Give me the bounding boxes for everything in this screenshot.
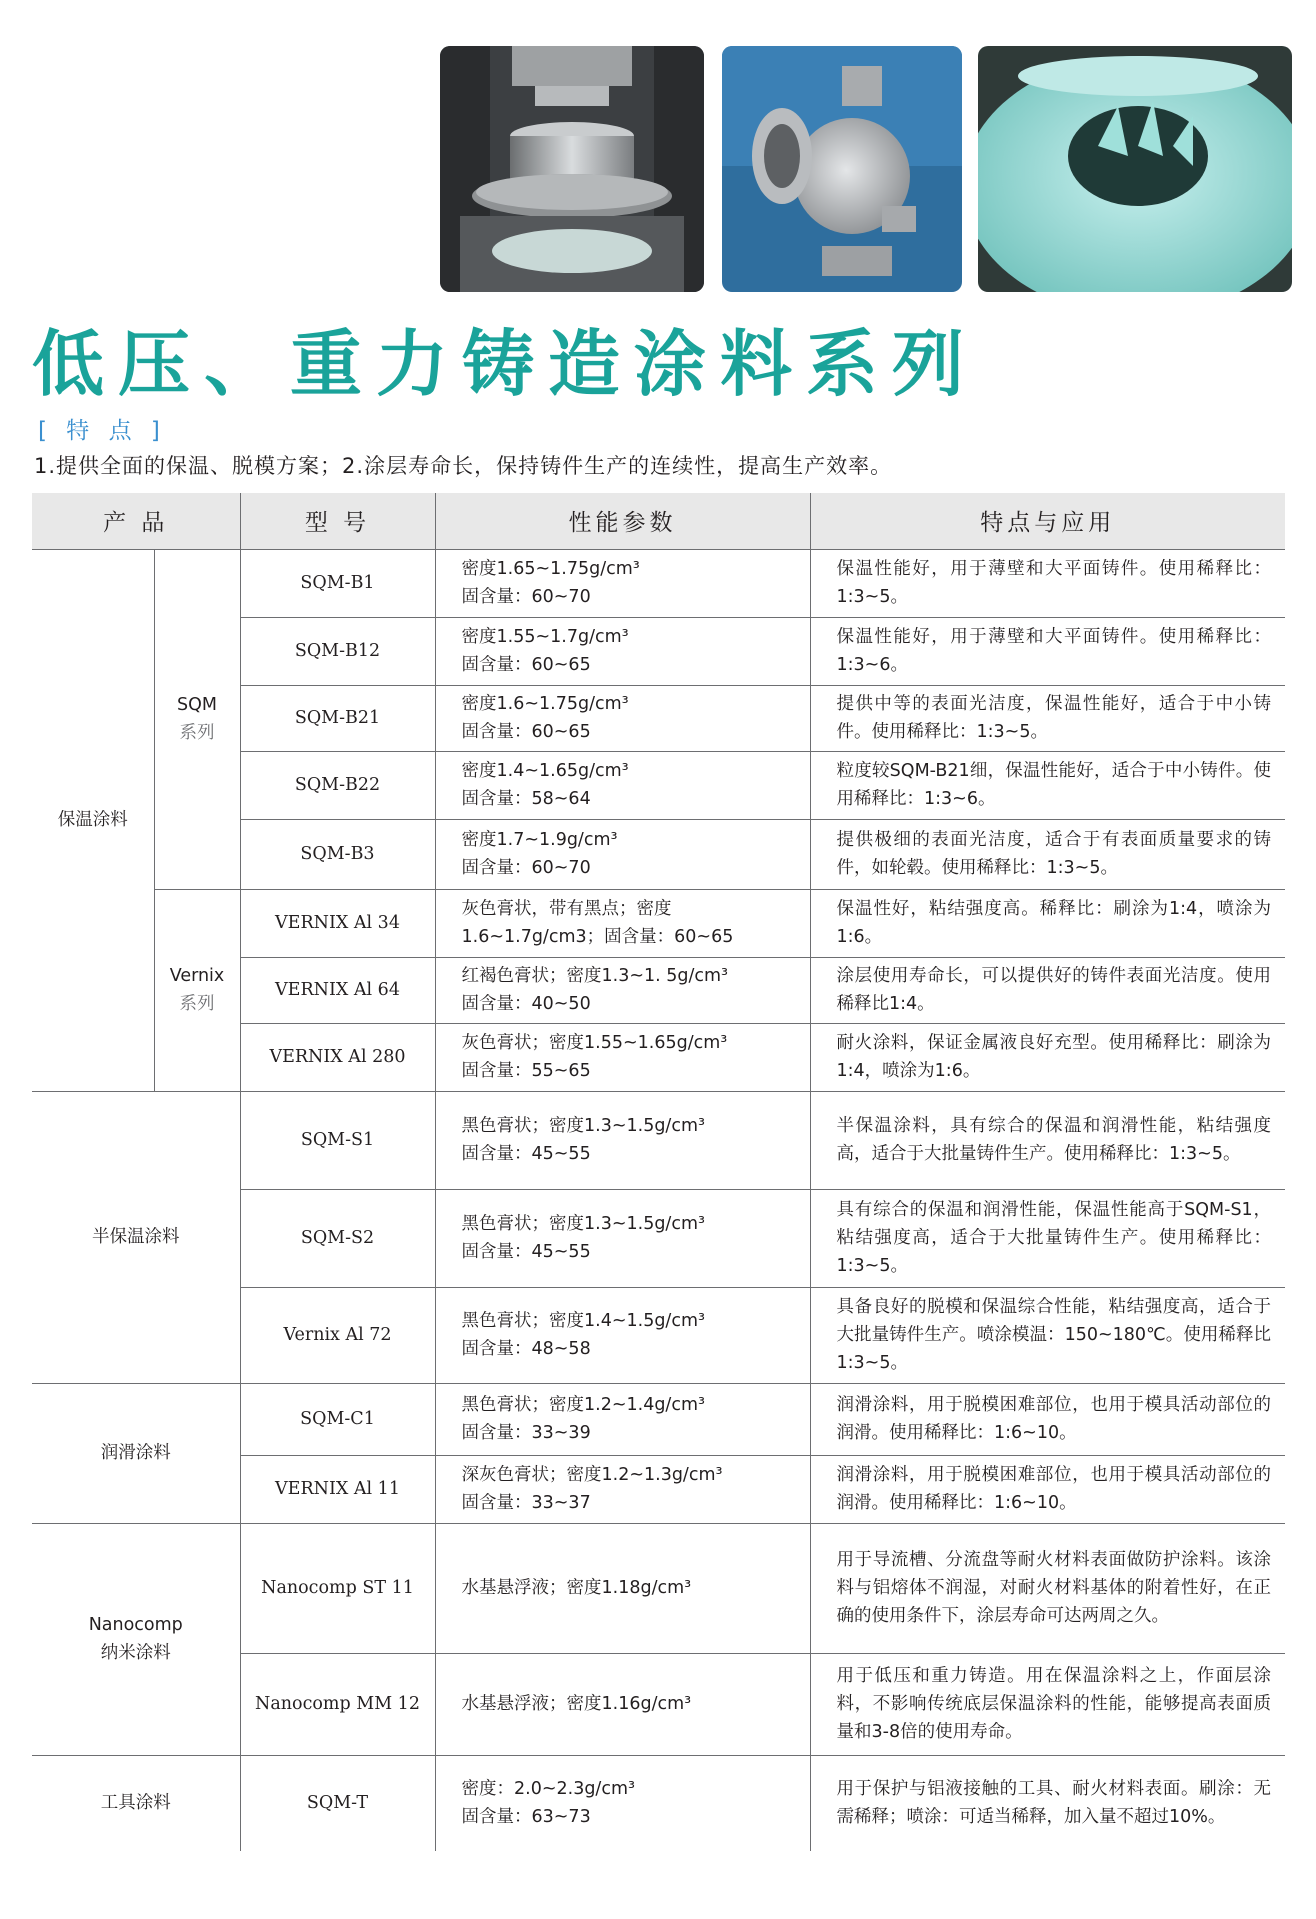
params-cell [435,1653,810,1755]
model-cell: VERNIX Al 64 [240,957,435,1023]
coating-spec-table [32,493,1285,1851]
param-solids: 1.6~1.7g/cm3；固含量：60~65 [461,927,734,947]
params-cell [435,1383,810,1455]
application-cell: 具备良好的脱模和保温综合性能，粘结强度高，适合于大批量铸件生产。喷涂模温：150~180℃。使用稀释比1:3~5。 [810,1287,1285,1383]
application-cell: 粒度较SQM-B21细，保温性能好，适合于中小铸件。使用稀释比：1:3~6。 [810,751,1285,819]
category-nano-label: 纳米涂料 [100,1643,171,1663]
model-cell: SQM-B21 [240,685,435,751]
features-text: 1.提供全面的保温、脱模方案；2.涂层寿命长，保持铸件生产的连续性，提高生产效率。 [34,454,893,478]
category-lubricant: 润滑涂料 [32,1383,240,1523]
param-solids: 固含量：55~65 [461,1061,591,1081]
param-solids: 固含量：40~50 [461,994,591,1014]
application-cell: 耐火涂料，保证金属液良好充型。使用稀释比：刷涂为1:4，喷涂为1:6。 [810,1023,1285,1091]
model-cell: VERNIX Al 280 [240,1023,435,1091]
subgroup-sqm-name: SQM [177,695,217,715]
param-density: 灰色膏状，带有黑点；密度 [461,899,672,919]
params-cell [435,617,810,685]
header-model: 型 号 [240,493,435,549]
model-cell: SQM-S1 [240,1091,435,1189]
table-row [32,549,1285,617]
model-cell: VERNIX Al 11 [240,1455,435,1523]
table-row [32,1383,1285,1455]
param-density: 水基悬浮液；密度1.16g/cm³ [461,1694,692,1714]
model-cell: Vernix Al 72 [240,1287,435,1383]
header-params: 性能参数 [435,493,810,549]
params-cell [435,685,810,751]
param-solids: 固含量：60~70 [461,587,591,607]
model-cell: Nanocomp ST 11 [240,1523,435,1653]
application-cell: 提供中等的表面光洁度，保温性能好，适合于中小铸件。使用稀释比：1:3~5。 [810,685,1285,751]
param-solids: 固含量：60~65 [461,722,591,742]
model-cell: SQM-B3 [240,819,435,889]
params-cell [435,751,810,819]
params-cell [435,1189,810,1287]
param-density: 深灰色膏状；密度1.2~1.3g/cm³ [461,1465,723,1485]
application-cell: 用于导流槽、分流盘等耐火材料表面做防护涂料。该涂料与铝熔体不润湿，对耐火材料基体的附着性好，在正确的使用条件下，涂层寿命可达两周之久。 [810,1523,1285,1653]
params-cell [435,1023,810,1091]
params-cell [435,819,810,889]
photo-valve-casting [722,46,962,292]
param-density: 红褐色膏状；密度1.3~1. 5g/cm³ [461,966,729,986]
application-cell: 润滑涂料，用于脱模困难部位，也用于模具活动部位的润滑。使用稀释比：1:6~10。 [810,1455,1285,1523]
category-nano [32,1523,240,1755]
application-cell: 涂层使用寿命长，可以提供好的铸件表面光洁度。使用稀释比1:4。 [810,957,1285,1023]
param-density: 黑色膏状；密度1.3~1.5g/cm³ [461,1214,706,1234]
params-cell [435,1091,810,1189]
param-density: 灰色膏状；密度1.55~1.65g/cm³ [461,1033,728,1053]
param-solids: 固含量：58~64 [461,789,591,809]
model-cell: SQM-B1 [240,549,435,617]
param-density: 密度：2.0~2.3g/cm³ [461,1779,636,1800]
model-cell: Nanocomp MM 12 [240,1653,435,1755]
param-solids: 固含量：60~65 [461,655,591,675]
param-density: 密度1.7~1.9g/cm³ [461,830,618,850]
subgroup-vernix-series: 系列 [179,994,215,1014]
application-cell: 保温性能好，用于薄壁和大平面铸件。使用稀释比：1:3~5。 [810,549,1285,617]
params-cell [435,1455,810,1523]
params-cell [435,549,810,617]
param-density: 黑色膏状；密度1.4~1.5g/cm³ [461,1311,706,1331]
param-solids: 固含量：48~58 [461,1339,591,1359]
category-nano-name: Nanocomp [88,1615,183,1635]
param-solids: 固含量：33~39 [461,1423,591,1443]
subgroup-sqm [154,549,240,889]
header-product: 产 品 [32,493,240,549]
table-row [32,1755,1285,1851]
header-application: 特点与应用 [810,493,1285,549]
application-cell: 用于低压和重力铸造。用在保温涂料之上，作面层涂料，不影响传统底层保温涂料的性能，能够提高表面质量和3-8倍的使用寿命。 [810,1653,1285,1755]
page-title: 低压、重力铸造涂料系列 [32,322,979,406]
category-semi-insulation: 半保温涂料 [32,1091,240,1383]
application-cell: 半保温涂料，具有综合的保温和润滑性能，粘结强度高，适合于大批量铸件生产。使用稀释比：1:3~5。 [810,1091,1285,1189]
param-density: 密度1.65~1.75g/cm³ [461,559,640,579]
table-row [32,1523,1285,1653]
photo-coated-mold [978,46,1292,292]
param-solids: 固含量：45~55 [461,1242,591,1262]
param-density: 黑色膏状；密度1.2~1.4g/cm³ [461,1395,706,1415]
application-cell: 提供极细的表面光洁度，适合于有表面质量要求的铸件，如轮毂。使用稀释比：1:3~5。 [810,819,1285,889]
table-row [32,889,1285,957]
model-cell: SQM-C1 [240,1383,435,1455]
application-cell: 润滑涂料，用于脱模困难部位，也用于模具活动部位的润滑。使用稀释比：1:6~10。 [810,1383,1285,1455]
params-cell [435,1287,810,1383]
table-row [32,1091,1285,1189]
subgroup-vernix [154,889,240,1091]
application-cell: 保温性好，粘结强度高。稀释比：刷涂为1:4，喷涂为1:6。 [810,889,1285,957]
param-solids: 固含量：60~70 [461,858,591,878]
application-cell: 用于保护与铝液接触的工具、耐火材料表面。刷涂：无需稀释；喷涂：可适当稀释，加入量不超过10%。 [810,1755,1285,1851]
table-header-row [32,493,1285,549]
param-density: 密度1.6~1.75g/cm³ [461,694,629,714]
param-density: 密度1.55~1.7g/cm³ [461,627,629,647]
application-cell: 具有综合的保温和润滑性能，保温性能高于SQM-S1，粘结强度高，适合于大批量铸件生产。使用稀释比：1:3~5。 [810,1189,1285,1287]
model-cell: SQM-S2 [240,1189,435,1287]
param-density: 黑色膏状；密度1.3~1.5g/cm³ [461,1116,706,1136]
model-cell: SQM-B22 [240,751,435,819]
param-density: 密度1.4~1.65g/cm³ [461,761,629,781]
photo-casting-machine [440,46,704,292]
features-heading: [ 特 点 ] [38,418,166,444]
subgroup-vernix-name: Vernix [169,966,225,986]
model-cell: SQM-B12 [240,617,435,685]
model-cell: VERNIX Al 34 [240,889,435,957]
param-density: 水基悬浮液；密度1.18g/cm³ [461,1578,692,1598]
application-cell: 保温性能好，用于薄壁和大平面铸件。使用稀释比：1:3~6。 [810,617,1285,685]
param-solids: 固含量：63~73 [461,1807,591,1828]
param-solids: 固含量：33~37 [461,1493,591,1513]
params-cell [435,889,810,957]
category-tool: 工具涂料 [32,1755,240,1851]
params-cell [435,1755,810,1851]
subgroup-sqm-series: 系列 [179,723,215,743]
model-cell: SQM-T [240,1755,435,1851]
params-cell [435,1523,810,1653]
param-solids: 固含量：45~55 [461,1144,591,1164]
params-cell [435,957,810,1023]
category-insulation: 保温涂料 [32,549,154,1091]
